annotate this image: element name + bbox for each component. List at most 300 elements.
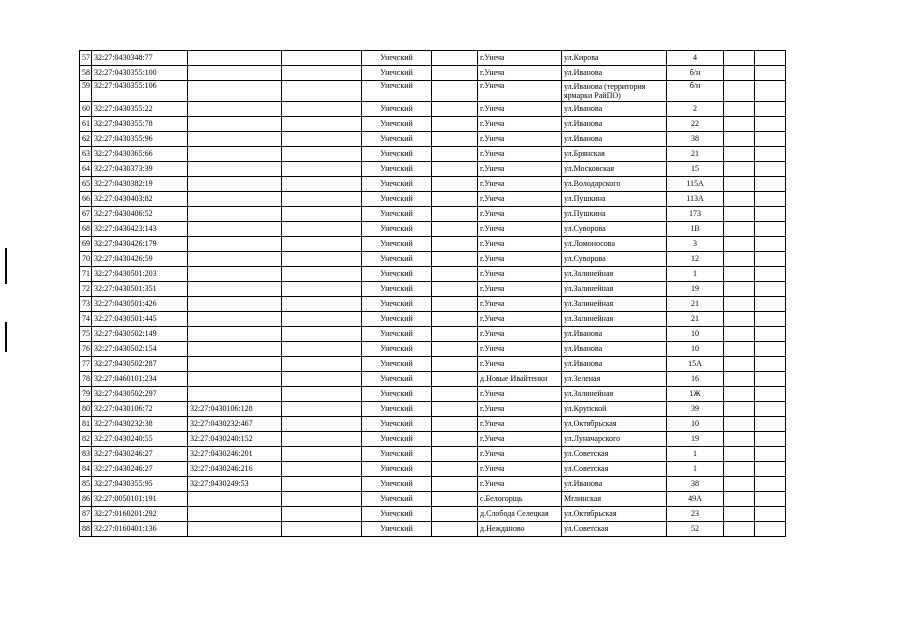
related-cadastral-number	[188, 267, 282, 282]
empty-cell	[755, 207, 786, 222]
district-cell: Унечский	[362, 327, 432, 342]
empty-cell	[432, 252, 478, 267]
cadastral-number: 32:27:0430501:351	[92, 282, 188, 297]
district-cell: Унечский	[362, 177, 432, 192]
street-cell: ул.Суворова	[562, 222, 667, 237]
row-number: 70	[80, 252, 92, 267]
table-row	[80, 447, 786, 462]
street-cell: ул.Московская	[562, 162, 667, 177]
row-number: 69	[80, 237, 92, 252]
table-row	[80, 207, 786, 222]
cadastral-number: 32:27:0430246:27	[92, 447, 188, 462]
cadastral-number: 32:27:0430355:95	[92, 477, 188, 492]
house-number-cell: 16	[667, 372, 724, 387]
locality-cell: г.Унеча	[478, 102, 562, 117]
district-cell: Унечский	[362, 162, 432, 177]
cadastral-number: 32:27:0430355:96	[92, 132, 188, 147]
empty-cell	[282, 132, 362, 147]
locality-cell: г.Унеча	[478, 207, 562, 222]
cadastral-number: 32:27:0430382:19	[92, 177, 188, 192]
related-cadastral-number	[188, 192, 282, 207]
row-number: 68	[80, 222, 92, 237]
district-cell: Унечский	[362, 237, 432, 252]
empty-cell	[282, 177, 362, 192]
empty-cell	[724, 117, 755, 132]
district-cell: Унечский	[362, 417, 432, 432]
street-cell: ул.Луначарского	[562, 432, 667, 447]
row-number: 76	[80, 342, 92, 357]
district-cell: Унечский	[362, 522, 432, 537]
empty-cell	[432, 447, 478, 462]
empty-cell	[432, 507, 478, 522]
related-cadastral-number	[188, 252, 282, 267]
empty-cell	[724, 522, 755, 537]
district-cell: Унечский	[362, 147, 432, 162]
street-cell: ул.Иванова	[562, 477, 667, 492]
row-number: 78	[80, 372, 92, 387]
empty-cell	[282, 417, 362, 432]
empty-cell	[432, 267, 478, 282]
empty-cell	[432, 417, 478, 432]
related-cadastral-number	[188, 222, 282, 237]
locality-cell: г.Унеча	[478, 66, 562, 81]
empty-cell	[282, 357, 362, 372]
house-number-cell: 49А	[667, 492, 724, 507]
cadastral-number: 32:27:0430426:179	[92, 237, 188, 252]
cadastral-number: 32:27:0430403:82	[92, 192, 188, 207]
empty-cell	[282, 282, 362, 297]
empty-cell	[755, 417, 786, 432]
district-cell: Унечский	[362, 357, 432, 372]
street-cell: ул.Залинейная	[562, 282, 667, 297]
empty-cell	[755, 282, 786, 297]
house-number-cell: 15	[667, 162, 724, 177]
related-cadastral-number	[188, 81, 282, 102]
locality-cell: г.Унеча	[478, 327, 562, 342]
house-number-cell: 38	[667, 477, 724, 492]
district-cell: Унечский	[362, 51, 432, 66]
table-row	[80, 432, 786, 447]
district-cell: Унечский	[362, 81, 432, 102]
locality-cell: г.Унеча	[478, 132, 562, 147]
district-cell: Унечский	[362, 297, 432, 312]
house-number-cell: 2	[667, 102, 724, 117]
district-cell: Унечский	[362, 66, 432, 81]
locality-cell: г.Унеча	[478, 462, 562, 477]
empty-cell	[432, 51, 478, 66]
locality-cell: г.Унеча	[478, 417, 562, 432]
empty-cell	[282, 192, 362, 207]
locality-cell: г.Унеча	[478, 312, 562, 327]
district-cell: Унечский	[362, 477, 432, 492]
cadastral-number: 32:27:0430106:72	[92, 402, 188, 417]
related-cadastral-number	[188, 327, 282, 342]
related-cadastral-number	[188, 237, 282, 252]
empty-cell	[724, 267, 755, 282]
empty-cell	[282, 447, 362, 462]
related-cadastral-number: 32:27:0430232:467	[188, 417, 282, 432]
district-cell: Унечский	[362, 282, 432, 297]
street-cell: ул.Пушкина	[562, 207, 667, 222]
empty-cell	[755, 102, 786, 117]
table-row	[80, 297, 786, 312]
empty-cell	[755, 327, 786, 342]
empty-cell	[432, 297, 478, 312]
locality-cell: г.Унеча	[478, 402, 562, 417]
cadastral-number: 32:27:0430355:22	[92, 102, 188, 117]
row-number: 61	[80, 117, 92, 132]
empty-cell	[432, 192, 478, 207]
row-number: 80	[80, 402, 92, 417]
locality-cell: г.Унеча	[478, 447, 562, 462]
cadastral-number: 32:27:0430406:52	[92, 207, 188, 222]
house-number-cell: 1	[667, 462, 724, 477]
locality-cell: г.Унеча	[478, 51, 562, 66]
related-cadastral-number	[188, 66, 282, 81]
street-cell: ул.Советская	[562, 447, 667, 462]
district-cell: Унечский	[362, 267, 432, 282]
related-cadastral-number	[188, 297, 282, 312]
house-number-cell: 173	[667, 207, 724, 222]
district-cell: Унечский	[362, 102, 432, 117]
related-cadastral-number	[188, 117, 282, 132]
cadastral-number: 32:27:0430246:27	[92, 462, 188, 477]
house-number-cell: 52	[667, 522, 724, 537]
table-row	[80, 252, 786, 267]
empty-cell	[432, 207, 478, 222]
table-row	[80, 117, 786, 132]
empty-cell	[282, 432, 362, 447]
row-number: 74	[80, 312, 92, 327]
empty-cell	[282, 267, 362, 282]
cadastral-number: 32:27:0430355:106	[92, 81, 188, 102]
district-cell: Унечский	[362, 222, 432, 237]
empty-cell	[432, 117, 478, 132]
empty-cell	[755, 81, 786, 102]
empty-cell	[724, 207, 755, 222]
locality-cell: г.Унеча	[478, 387, 562, 402]
empty-cell	[432, 357, 478, 372]
cadastral-number: 32:27:0430355:100	[92, 66, 188, 81]
related-cadastral-number	[188, 357, 282, 372]
empty-cell	[755, 252, 786, 267]
house-number-cell: 113А	[667, 192, 724, 207]
street-cell: ул.Залинейная	[562, 267, 667, 282]
district-cell: Унечский	[362, 372, 432, 387]
empty-cell	[724, 447, 755, 462]
table-row	[80, 357, 786, 372]
empty-cell	[432, 237, 478, 252]
table-row	[80, 387, 786, 402]
empty-cell	[755, 342, 786, 357]
empty-cell	[755, 522, 786, 537]
district-cell: Унечский	[362, 207, 432, 222]
related-cadastral-number: 32:27:0430106:128	[188, 402, 282, 417]
table-row	[80, 267, 786, 282]
empty-cell	[724, 417, 755, 432]
empty-cell	[755, 492, 786, 507]
house-number-cell: 4	[667, 51, 724, 66]
table-row	[80, 372, 786, 387]
empty-cell	[282, 387, 362, 402]
locality-cell: г.Унеча	[478, 81, 562, 102]
related-cadastral-number	[188, 492, 282, 507]
table-row	[80, 327, 786, 342]
district-cell: Унечский	[362, 312, 432, 327]
house-number-cell: 23	[667, 507, 724, 522]
empty-cell	[432, 522, 478, 537]
empty-cell	[755, 432, 786, 447]
street-cell: ул.Иванова	[562, 342, 667, 357]
empty-cell	[724, 492, 755, 507]
district-cell: Унечский	[362, 432, 432, 447]
empty-cell	[432, 222, 478, 237]
related-cadastral-number	[188, 312, 282, 327]
empty-cell	[432, 342, 478, 357]
street-cell: ул.Залинейная	[562, 387, 667, 402]
empty-cell	[724, 66, 755, 81]
table-row	[80, 342, 786, 357]
table-row	[80, 237, 786, 252]
locality-cell: г.Унеча	[478, 222, 562, 237]
street-cell: ул.Советская	[562, 462, 667, 477]
locality-cell: г.Унеча	[478, 282, 562, 297]
empty-cell	[724, 477, 755, 492]
street-cell: ул.Ломоносова	[562, 237, 667, 252]
empty-cell	[755, 372, 786, 387]
related-cadastral-number	[188, 372, 282, 387]
empty-cell	[755, 402, 786, 417]
cadastral-number: 32:27:0430501:203	[92, 267, 188, 282]
table-row	[80, 177, 786, 192]
empty-cell	[724, 162, 755, 177]
related-cadastral-number: 32:27:0430246:216	[188, 462, 282, 477]
table-row	[80, 522, 786, 537]
locality-cell: г.Унеча	[478, 162, 562, 177]
empty-cell	[432, 402, 478, 417]
empty-cell	[755, 237, 786, 252]
table-row	[80, 312, 786, 327]
empty-cell	[432, 177, 478, 192]
related-cadastral-number	[188, 387, 282, 402]
empty-cell	[724, 327, 755, 342]
table-row	[80, 222, 786, 237]
locality-cell: г.Унеча	[478, 342, 562, 357]
cadastral-number: 32:27:0430348:77	[92, 51, 188, 66]
related-cadastral-number	[188, 282, 282, 297]
row-number: 87	[80, 507, 92, 522]
cadastral-number: 32:27:0430365:66	[92, 147, 188, 162]
empty-cell	[724, 192, 755, 207]
street-cell: ул.Иванова	[562, 117, 667, 132]
empty-cell	[432, 387, 478, 402]
row-number: 62	[80, 132, 92, 147]
empty-cell	[432, 81, 478, 102]
street-cell: ул.Суворова	[562, 252, 667, 267]
house-number-cell: 10	[667, 327, 724, 342]
empty-cell	[724, 507, 755, 522]
row-number: 71	[80, 267, 92, 282]
empty-cell	[755, 507, 786, 522]
row-number: 72	[80, 282, 92, 297]
empty-cell	[282, 462, 362, 477]
street-cell: ул.Октябрьская	[562, 417, 667, 432]
empty-cell	[432, 432, 478, 447]
empty-cell	[755, 117, 786, 132]
table-row	[80, 81, 786, 102]
empty-cell	[724, 372, 755, 387]
empty-cell	[282, 522, 362, 537]
empty-cell	[724, 51, 755, 66]
empty-cell	[755, 66, 786, 81]
empty-cell	[432, 477, 478, 492]
row-number: 73	[80, 297, 92, 312]
street-cell: ул.Зеленая	[562, 372, 667, 387]
house-number-cell: 115А	[667, 177, 724, 192]
table-row	[80, 417, 786, 432]
row-number: 67	[80, 207, 92, 222]
street-cell: ул.Залинейная	[562, 297, 667, 312]
empty-cell	[282, 252, 362, 267]
street-cell: ул.Кирова	[562, 51, 667, 66]
row-number: 81	[80, 417, 92, 432]
house-number-cell: 19	[667, 432, 724, 447]
row-number: 84	[80, 462, 92, 477]
house-number-cell: 15А	[667, 357, 724, 372]
empty-cell	[282, 372, 362, 387]
related-cadastral-number: 32:27:0430249:53	[188, 477, 282, 492]
row-number: 86	[80, 492, 92, 507]
cadastral-number: 32:27:0050101:191	[92, 492, 188, 507]
table-row	[80, 147, 786, 162]
empty-cell	[724, 462, 755, 477]
cadastral-number: 32:27:0430423:143	[92, 222, 188, 237]
empty-cell	[724, 387, 755, 402]
empty-cell	[755, 297, 786, 312]
related-cadastral-number: 32:27:0430246:201	[188, 447, 282, 462]
table-row	[80, 282, 786, 297]
empty-cell	[724, 312, 755, 327]
street-cell: ул.Залинейная	[562, 312, 667, 327]
related-cadastral-number	[188, 507, 282, 522]
empty-cell	[432, 162, 478, 177]
empty-cell	[282, 402, 362, 417]
empty-cell	[724, 237, 755, 252]
street-cell: ул.Пушкина	[562, 192, 667, 207]
empty-cell	[282, 51, 362, 66]
district-cell: Унечский	[362, 342, 432, 357]
locality-cell: г.Унеча	[478, 177, 562, 192]
row-number: 85	[80, 477, 92, 492]
locality-cell: г.Унеча	[478, 267, 562, 282]
related-cadastral-number	[188, 102, 282, 117]
row-number: 82	[80, 432, 92, 447]
empty-cell	[282, 327, 362, 342]
locality-cell: д.Слобода Селецкая	[478, 507, 562, 522]
row-number: 83	[80, 447, 92, 462]
table-row	[80, 132, 786, 147]
locality-cell: г.Унеча	[478, 237, 562, 252]
empty-cell	[724, 342, 755, 357]
house-number-cell: 1Ж	[667, 387, 724, 402]
locality-cell: г.Унеча	[478, 432, 562, 447]
row-number: 59	[80, 81, 92, 102]
street-cell: ул.Брянская	[562, 147, 667, 162]
empty-cell	[724, 282, 755, 297]
margin-mark	[5, 322, 7, 352]
row-number: 79	[80, 387, 92, 402]
table-row	[80, 51, 786, 66]
related-cadastral-number	[188, 132, 282, 147]
table-row	[80, 192, 786, 207]
district-cell: Унечский	[362, 447, 432, 462]
house-number-cell: 22	[667, 117, 724, 132]
locality-cell: г.Унеча	[478, 357, 562, 372]
house-number-cell: 1В	[667, 222, 724, 237]
row-number: 60	[80, 102, 92, 117]
row-number: 77	[80, 357, 92, 372]
related-cadastral-number	[188, 522, 282, 537]
cadastral-number: 32:27:0430240:55	[92, 432, 188, 447]
house-number-cell: 39	[667, 402, 724, 417]
empty-cell	[432, 282, 478, 297]
cadastral-number: 32:27:0430501:426	[92, 297, 188, 312]
house-number-cell: 21	[667, 312, 724, 327]
empty-cell	[282, 147, 362, 162]
empty-cell	[755, 222, 786, 237]
empty-cell	[282, 477, 362, 492]
street-cell: ул.Иванова	[562, 102, 667, 117]
related-cadastral-number	[188, 177, 282, 192]
empty-cell	[282, 237, 362, 252]
empty-cell	[724, 432, 755, 447]
empty-cell	[432, 327, 478, 342]
table-row	[80, 507, 786, 522]
row-number: 66	[80, 192, 92, 207]
district-cell: Унечский	[362, 402, 432, 417]
cadastral-number: 32:27:0430502:149	[92, 327, 188, 342]
street-cell: ул.Иванова	[562, 132, 667, 147]
empty-cell	[724, 177, 755, 192]
locality-cell: г.Унеча	[478, 192, 562, 207]
related-cadastral-number	[188, 162, 282, 177]
cadastral-number: 32:27:0430426:59	[92, 252, 188, 267]
table-row	[80, 102, 786, 117]
house-number-cell: 1	[667, 447, 724, 462]
locality-cell: г.Унеча	[478, 477, 562, 492]
empty-cell	[755, 267, 786, 282]
cadastral-number: 32:27:0160201:292	[92, 507, 188, 522]
related-cadastral-number	[188, 147, 282, 162]
empty-cell	[282, 297, 362, 312]
locality-cell: г.Унеча	[478, 252, 562, 267]
empty-cell	[755, 51, 786, 66]
cadastral-number: 32:27:0430502:297	[92, 387, 188, 402]
locality-cell: д.Нежданово	[478, 522, 562, 537]
house-number-cell: 21	[667, 297, 724, 312]
empty-cell	[755, 192, 786, 207]
cadastral-number: 32:27:0430501:445	[92, 312, 188, 327]
empty-cell	[755, 357, 786, 372]
empty-cell	[724, 222, 755, 237]
empty-cell	[282, 102, 362, 117]
row-number: 75	[80, 327, 92, 342]
house-number-cell: 21	[667, 147, 724, 162]
margin-mark	[5, 248, 7, 284]
house-number-cell: 12	[667, 252, 724, 267]
district-cell: Унечский	[362, 117, 432, 132]
empty-cell	[755, 477, 786, 492]
